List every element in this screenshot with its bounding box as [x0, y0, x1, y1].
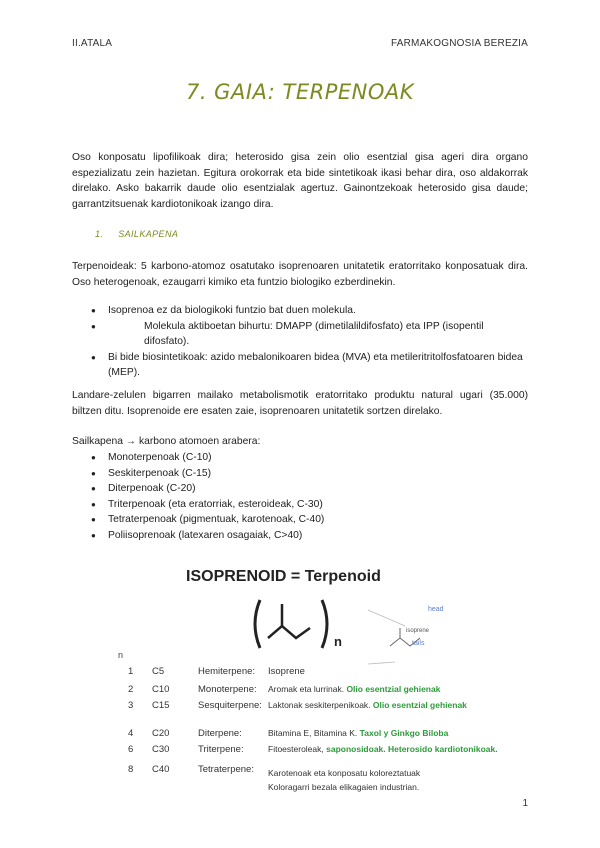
page-title: 7. GAIA: TERPENOAK	[185, 80, 415, 104]
row-desc-text: Fitoesteroleak,	[268, 744, 324, 754]
list-item: ● Seskiterpenoak (C-15)	[72, 466, 528, 482]
row-desc: Isoprene	[268, 666, 305, 677]
row-desc	[268, 684, 440, 694]
row-desc	[268, 700, 467, 710]
list-item: ● Monoterpenoak (C-10)	[72, 450, 528, 466]
row-name: Tetraterpene:	[198, 764, 254, 775]
list-item: ● Triterpenoak (eta eratorriak, esteroideak, C-30)	[72, 497, 528, 513]
list-item: ● Diterpenoak (C-20)	[72, 481, 528, 497]
header-right: FARMAKOGNOSIA BEREZIA	[390, 38, 528, 49]
row-desc-text: Laktonak seskiterpenikoak.	[268, 700, 371, 710]
bullet-list-isoprene	[72, 303, 528, 381]
row-desc-highlight: Olio esentzial gehienak	[372, 700, 467, 710]
row-desc-text: Bitamina E, Bitamina K.	[268, 728, 358, 738]
list-item: ● Poliisoprenoak (latexaren osagaiak, C>40)	[72, 528, 528, 544]
list-item: ● Bi bide biosintetikoak: azido mebalonikoaren bidea (MVA) eta metileritritolfosfatoaren bidea (MEP).	[72, 350, 528, 381]
isoprene-bracket-structure	[110, 588, 490, 678]
row-carbons: C20	[152, 728, 170, 739]
label-isoprene: isoprene	[406, 628, 430, 634]
landare-paragraph: Landare-zelulen bigarren mailako metabolismotik eratorritako produktu natural ugari (35.000) biltzen ditu. Isoprenoide ere esaten zaie, isoprenoaren unitatetik sortzen direlako.	[72, 390, 528, 417]
label-head: head	[428, 606, 444, 613]
row-desc-highlight: Taxol y Ginkgo Biloba	[359, 728, 449, 738]
isoprenoid-figure	[110, 558, 498, 798]
row-name: Diterpene:	[198, 728, 242, 739]
page-number: 1	[522, 798, 528, 809]
figure-title: ISOPRENOID = Terpenoid	[186, 568, 381, 585]
row-n: 3	[128, 700, 134, 711]
row-desc-highlight: saponosidoak. Heterosido kardiotonikoak.	[326, 744, 498, 754]
terpenoids-definition: Terpenoideak: 5 karbono-atomoz osatutako isoprenoaren unitatetik eratorritako konposatuak dira. Oso heterogenoak, ezaugarri kimiko eta funtzio biologiko ezberdinekin.	[72, 261, 528, 288]
row-carbons: C5	[152, 666, 165, 677]
column-n-label: n	[118, 650, 124, 660]
label-tail: tails	[412, 640, 425, 647]
section-number: 1.	[95, 229, 104, 239]
row-desc-highlight: Olio esentzial gehienak	[346, 684, 441, 694]
list-item: ● Isoprenoa ez da biologikoki funtzio bat duen molekula.	[72, 303, 528, 319]
row-n: 4	[128, 728, 134, 739]
row-desc: Karotenoak eta konposatu koloreztatuak	[268, 768, 421, 778]
row-desc	[268, 728, 448, 738]
row-carbons: C10	[152, 684, 170, 695]
row-name: Triterpene:	[198, 744, 244, 755]
row-desc-text: Aromak eta lurrinak.	[268, 684, 345, 694]
row-carbons: C40	[152, 764, 170, 775]
row-n: 6	[128, 744, 134, 755]
list-item: ● Tetraterpenoak (pigmentuak, karotenoak, C-40)	[72, 512, 528, 528]
row-desc	[268, 744, 498, 754]
row-n: 8	[128, 764, 134, 775]
row-name: Sesquiterpene:	[198, 700, 262, 711]
class-list	[72, 450, 528, 544]
section-title: SAILKAPENA	[118, 229, 179, 239]
row-carbons: C15	[152, 700, 170, 711]
row-n: 2	[128, 684, 134, 695]
section-heading	[95, 229, 178, 239]
row-carbons: C30	[152, 744, 170, 755]
header-left: II.ATALA	[72, 38, 113, 49]
row-n: 1	[128, 666, 134, 677]
subscript-n: n	[334, 634, 342, 649]
row-name: Monoterpene:	[198, 684, 257, 695]
row-desc-line2: Koloragarri bezala elikagaien industrian.	[268, 782, 420, 792]
sailkapena-label: Sailkapena → karbono atomoen arabera:	[72, 436, 261, 447]
intro-paragraph: Oso konposatu lipofilikoak dira; heterosido gisa zein olio esentzial gisa ageri dira organo espezializatu zein hazietan. Egitura orokorrak eta bide sintetikoak ikasi behar dira, oso aldakorrak direlako. Asko bakarrik daude olio esentzialak agertuz. Gainontzekoak heterosido gisa daude; garrantzitsuenak kardiotonikoak izango dira.	[72, 152, 528, 210]
row-name: Hemiterpene:	[198, 666, 256, 677]
list-subitem: ● Molekula aktiboetan bihurtu: DMAPP (dimetilalildifosfato) eta IPP (isopentil difosfato).	[72, 319, 528, 350]
